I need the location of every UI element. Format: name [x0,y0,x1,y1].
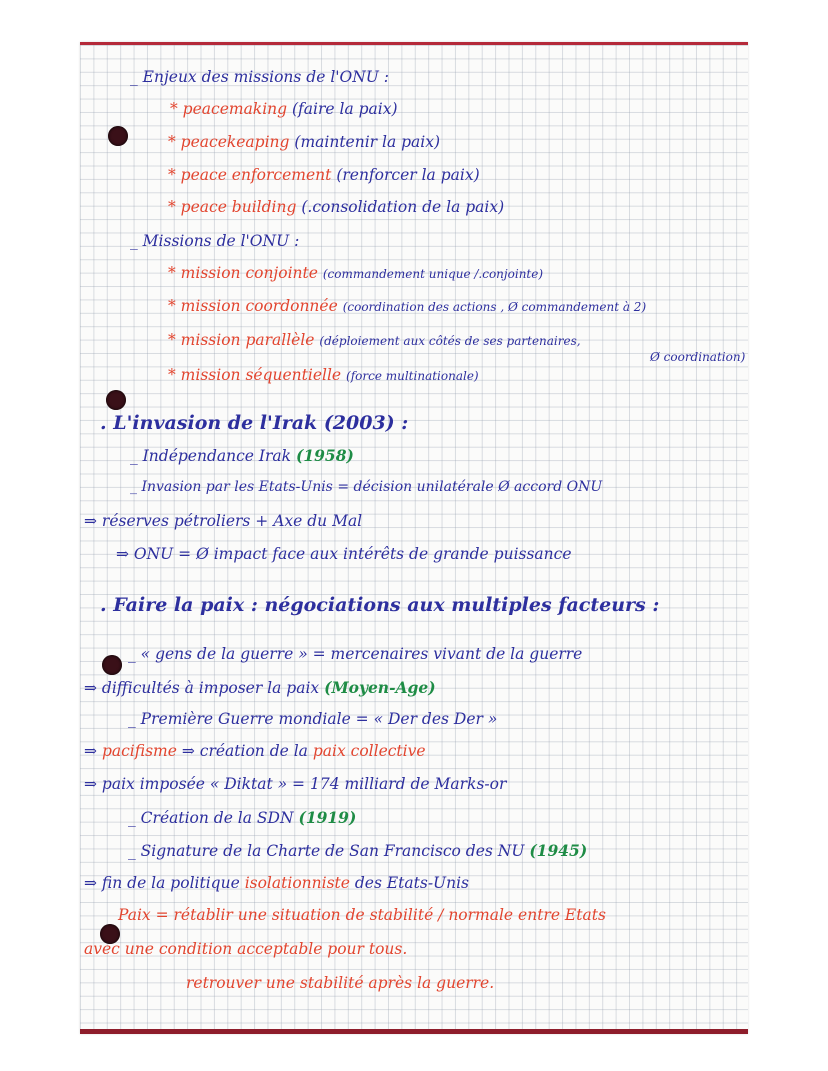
term: * peace building [168,198,297,216]
diktat-line: ⇒ paix imposée « Diktat » = 174 milliard de Marks-or [84,775,507,793]
section-title-irak: . L'invasion de l'Irak (2003) : [100,412,409,434]
section-title-paix: . Faire la paix : négociations aux multiples facteurs : [100,594,660,616]
term: * mission coordonnée [168,297,338,315]
period: (Moyen-Age) [324,678,436,697]
definition: (maintenir la paix) [294,133,441,151]
binder-hole [106,390,126,410]
term: * mission séquentielle [168,366,342,384]
date: (1945) [529,841,588,860]
bullet-mission-conjointe [168,264,543,282]
gens-de-la-guerre: _ « gens de la guerre » = mercenaires vivant de la guerre [128,645,583,663]
text: ⇒ création de la [181,742,308,760]
heading-enjeux: _ Enjeux des missions de l'ONU : [130,68,390,86]
date: (1919) [298,808,357,827]
definition: (commandement unique /.conjointe) [322,267,544,281]
date: (1958) [296,446,354,465]
heading-missions: _ Missions de l'ONU : [130,232,300,250]
bullet-mission-sequentielle [168,366,479,384]
term: * peacemaking [170,100,288,118]
bullet-peace-enforcement [168,166,480,184]
difficultes-paix [84,678,436,697]
text: _ Création de la SDN [128,809,294,827]
creation-sdn [128,808,356,827]
isolationniste: isolationniste [244,874,350,892]
definition: (.consolidation de la paix) [301,198,505,216]
consequence-reserves: ⇒ réserves pétroliers + Axe du Mal [84,512,363,530]
bullet-peacekeeping [168,133,440,151]
term: * mission parallèle [168,331,315,349]
definition-paix-suite: avec une condition acceptable pour tous. [84,940,408,958]
definition: (force multinationale) [346,369,479,383]
bullet-mission-parallele [168,331,581,349]
arrow: ⇒ [84,742,97,760]
binder-hole [102,655,122,675]
text: _ Signature de la Charte de San Francisco des NU [128,842,525,860]
definition-paix-fin: retrouver une stabilité après la guerre. [186,974,495,992]
bullet-peace-building [168,198,504,216]
text: _ Indépendance Irak [130,447,292,465]
bullet-mission-coordonnee [168,297,646,315]
binder-hole [108,126,128,146]
definition-continued: Ø coordination) [650,350,746,364]
irak-invasion: _ Invasion par les Etats-Unis = décision unilatérale Ø accord ONU [130,479,603,495]
paix-collective: paix collective [312,742,426,760]
pacifisme: pacifisme [101,742,177,760]
bullet-peacemaking [170,100,398,118]
definition: (renforcer la paix) [336,166,480,184]
definition: (coordination des actions , Ø commandement à 2) [342,300,647,314]
charte-san-francisco [128,841,587,860]
definition: (faire la paix) [292,100,398,118]
fin-isolationnisme [84,874,469,892]
pacifisme-line [84,742,426,760]
text: ⇒ difficultés à imposer la paix [84,679,320,697]
term: * mission conjointe [168,264,318,282]
definition: (déploiement aux côtés de ses partenaires, [319,334,581,348]
term: * peace enforcement [168,166,332,184]
consequence-onu: ⇒ ONU = Ø impact face aux intérêts de grande puissance [116,545,572,563]
definition-paix: Paix = rétablir une situation de stabilité / normale entre Etats [118,906,606,924]
irak-independence [130,446,354,465]
premiere-guerre: _ Première Guerre mondiale = « Der des Der » [128,710,498,728]
term: * peacekeaping [168,133,290,151]
text-end: des Etats-Unis [354,874,470,892]
text: ⇒ fin de la politique [84,874,240,892]
